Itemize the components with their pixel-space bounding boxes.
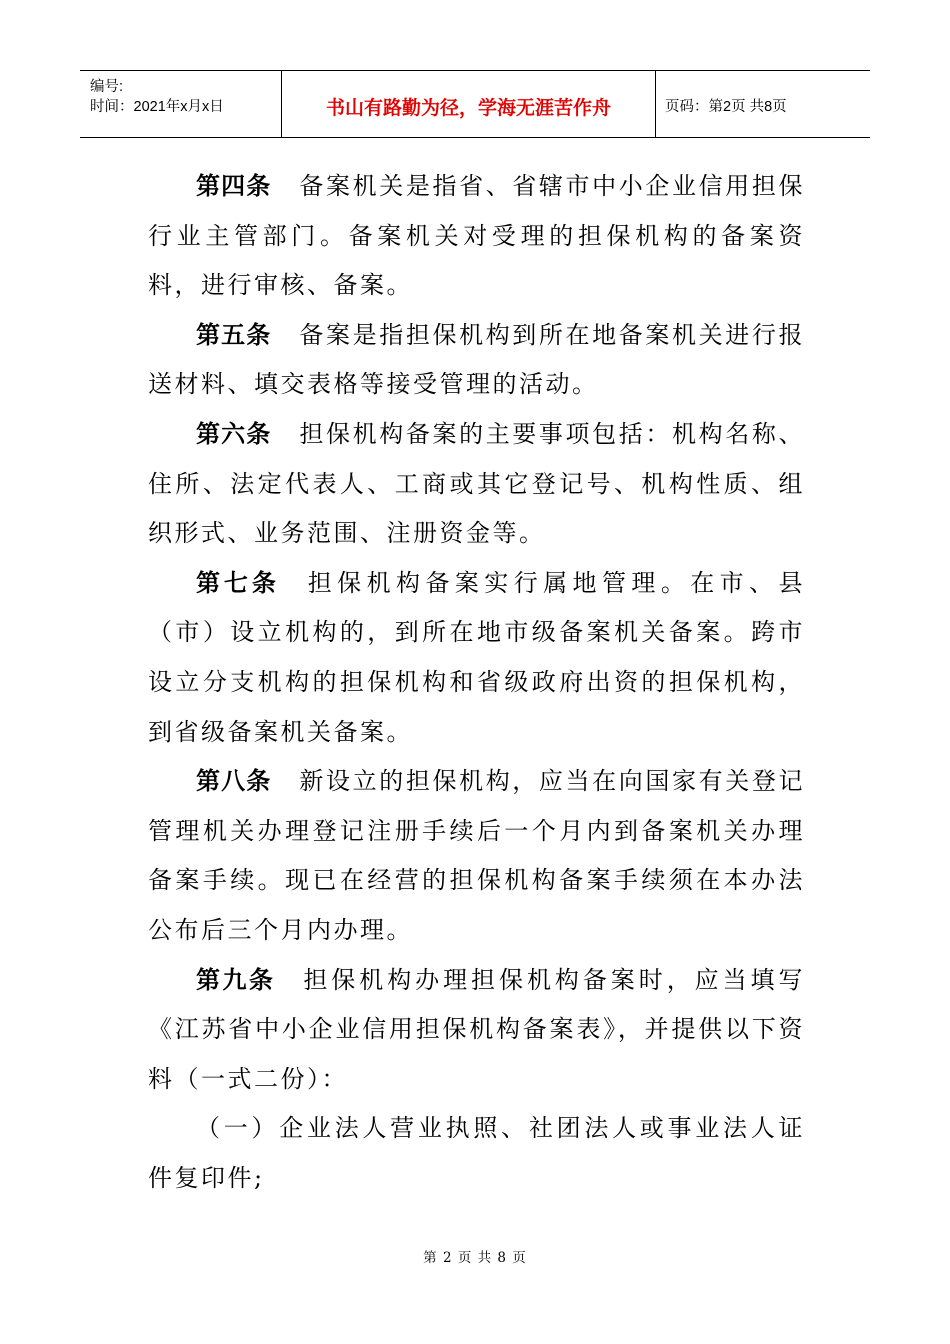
- article-text: 新设立的担保机构，应当在向国家有关登记管理机关办理登记注册手续后一个月内到备案机关办理备案手续。现已在经营的担保机构备案手续须在本办法公布后三个月内办理。: [148, 767, 806, 944]
- document-number-label: 编号:: [90, 79, 124, 95]
- article-title: 第九条: [196, 965, 276, 994]
- page-header: [80, 70, 870, 138]
- article-paragraph: [148, 956, 805, 1105]
- article-title: 第四条: [196, 172, 272, 200]
- article-paragraph: [148, 559, 805, 757]
- document-date: 时间：2021年x月x日: [90, 99, 224, 115]
- header-page-info: 页码：第2页 共8页: [665, 99, 787, 115]
- article-text: 担保机构备案的主要事项包括：机构名称、住所、法定代表人、工商或其它登记号、机构性质、组织形式、业务范围、注册资金等。: [148, 419, 806, 548]
- article-text: 备案机关是指省、省辖市中小企业信用担保行业主管部门。备案机关对受理的担保机构的备案资料，进行审核、备案。: [148, 172, 806, 300]
- list-item: （一）企业法人营业执照、社团法人或事业法人证件复印件;: [148, 1114, 805, 1192]
- page-footer: 第 2 页 共 8 页: [423, 1250, 527, 1266]
- document-body: [148, 162, 805, 1203]
- header-motto: 书山有路勤为径，学海无涯苦作舟: [325, 97, 611, 119]
- article-text: 担保机构办理担保机构备案时，应当填写《江苏省中小企业信用担保机构备案表》，并提供以下资料（一式二份）：: [148, 965, 806, 1093]
- header-motto-cell: [281, 71, 656, 137]
- article-paragraph: [148, 757, 805, 955]
- article-title: 第七条: [196, 568, 280, 597]
- article-title: 第八条: [196, 767, 272, 796]
- article-title: 第五条: [196, 320, 272, 349]
- article-title: 第六条: [196, 419, 272, 448]
- article-text: 担保机构备案实行属地管理。在市、县（市）设立机构的，到所在地市级备案机关备案。跨市设立分支机构的担保机构和省级政府出资的担保机构，到省级备案机关备案。: [148, 568, 806, 746]
- article-text: 备案是指担保机构到所在地备案机关进行报送材料、填交表格等接受管理的活动。: [148, 320, 806, 399]
- article-paragraph: [148, 162, 805, 311]
- header-page-cell: [655, 71, 870, 137]
- header-meta: [80, 71, 280, 137]
- article-paragraph: [148, 311, 805, 410]
- article-paragraph: [148, 410, 805, 559]
